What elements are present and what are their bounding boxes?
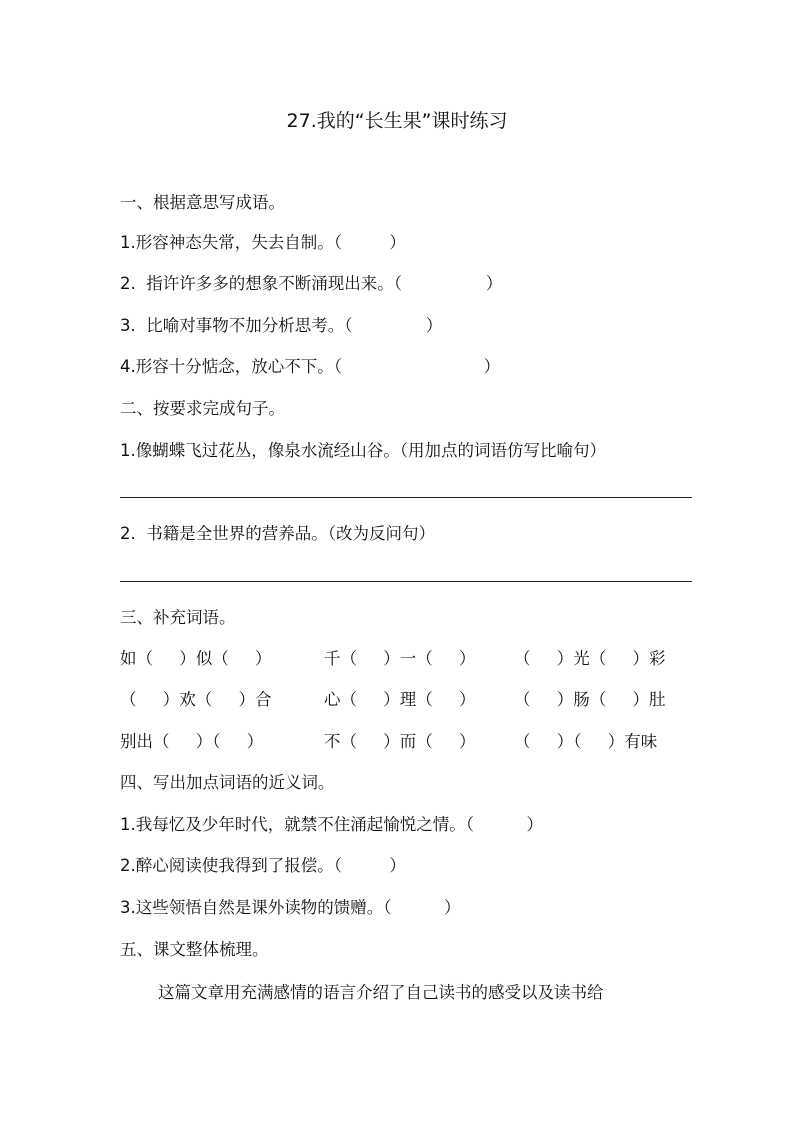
section-1-heading: 一、根据意思写成语。 [120, 193, 285, 212]
section-2-item-1: 1.像蝴蝶飞过花丛，像泉水流经山谷。（用加点的词语仿写比喻句） [120, 441, 606, 460]
section-4-heading: 四、写出加点词语的近义词。 [120, 773, 335, 792]
section-2-item-2: 2. 书籍是全世界的营养品。（改为反问句） [120, 524, 435, 543]
section-5-paragraph: 这篇文章用充满感情的语言介绍了自己读书的感受以及读书给 [158, 983, 604, 1002]
section-1-item-4: 4.形容十分惦念，放心不下。（ ） [120, 357, 501, 376]
section-1-item-3: 3. 比喻对事物不加分析思考。（ ） [120, 316, 443, 335]
idiom-blank: 不（ ）而（ ） [324, 732, 476, 751]
section-4-item-3: 3.这些领悟自然是课外读物的馈赠。（ ） [120, 898, 461, 917]
idiom-blank: （ ）（ ）有味 [514, 732, 658, 751]
idiom-blank: （ ）肠（ ）肚 [514, 690, 666, 709]
section-3-heading: 三、补充词语。 [120, 608, 236, 627]
answer-line-1[interactable] [120, 497, 692, 498]
section-1-item-1: 1.形容神态失常，失去自制。（ ） [120, 233, 406, 252]
idiom-blank: （ ）欢（ ）合 [120, 690, 272, 709]
section-1-item-2: 2. 指许许多多的想象不断涌现出来。（ ） [120, 274, 503, 293]
idiom-blank: 别出（ ）（ ） [120, 732, 264, 751]
answer-line-2[interactable] [120, 581, 692, 582]
idiom-blank: （ ）光（ ）彩 [514, 649, 666, 668]
section-2-heading: 二、按要求完成句子。 [120, 399, 285, 418]
page-title: 27.我的“长生果”课时练习 [286, 110, 508, 132]
section-4-item-1: 1.我每忆及少年时代，就禁不住涌起愉悦之情。（ ） [120, 815, 543, 834]
idiom-blank: 千（ ）一（ ） [324, 649, 476, 668]
section-5-heading: 五、课文整体梳理。 [120, 940, 269, 959]
idiom-blank: 心（ ）理（ ） [324, 690, 476, 709]
section-4-item-2: 2.醉心阅读使我得到了报偿。（ ） [120, 856, 406, 875]
idiom-blank: 如（ ）似（ ） [120, 649, 272, 668]
